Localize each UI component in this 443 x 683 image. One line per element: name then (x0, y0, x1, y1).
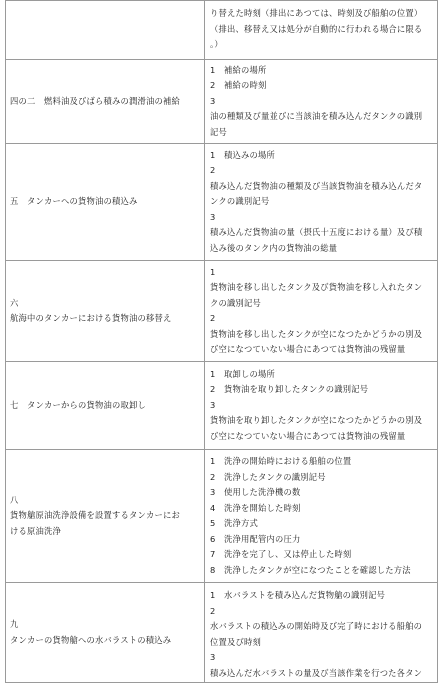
detail-line: 1 補給の場所 (210, 64, 267, 75)
detail-line: 水バラストの積込みの開始時及び完了時における船舶の (210, 621, 423, 631)
detail-line: 貨物油を移し出したタンクが空になつたかどうかの別及 (210, 328, 423, 339)
details-cell (205, 583, 438, 683)
detail-line: 3 (210, 211, 216, 222)
item-label: 五 タンカーへの貨物油の積込み (10, 196, 138, 207)
item-label: 七 タンカーからの貨物油の取卸し (10, 399, 146, 410)
detail-line: 油の種類及び量並びに当該油を積み込んだタンクの識別 (210, 111, 423, 122)
detail-line: 積み込んだ貨物油の種類及び当該貨物油を積み込んだタ (210, 180, 423, 191)
detail-line: （排出、移替え又は処分が自動的に行われる場合に限る (210, 23, 423, 34)
item-label: 八 (10, 494, 19, 505)
item-cell (6, 1, 205, 60)
item-label: 四の二 燃料油及びばら積みの潤滑油の補給 (10, 95, 180, 106)
item-cell (6, 144, 205, 261)
detail-line: 1 積込みの場所 (210, 149, 275, 160)
detail-line: 積み込んだ貨物油の量（摂氏十五度における量）及び積 (210, 227, 423, 238)
item-label: ける原油洗浄 (10, 525, 61, 536)
table-row (6, 450, 438, 583)
detail-line: 1 (210, 266, 216, 277)
detail-line: 積み込んだ水バラストの量及び当該作業を行つた各タン (210, 667, 423, 678)
detail-line: 3 (210, 652, 216, 662)
item-label: 貨物艙原油洗浄設備を設置するタンカーにお (10, 510, 180, 521)
detail-line: 3 使用した洗浄機の数 (210, 487, 301, 497)
detail-line: 3 (210, 95, 216, 106)
detail-line: 2 (210, 165, 216, 176)
detail-line: 7 洗浄を完了し、又は停止した時刻 (210, 549, 352, 559)
detail-line: 5 洗浄方式 (210, 518, 258, 528)
detail-line: 2 補給の時刻 (210, 80, 267, 91)
details-cell (205, 144, 438, 261)
detail-line: 1 水バラストを積み込んだ貨物艙の識別記号 (210, 590, 386, 600)
detail-line: ンクの識別記号 (210, 196, 270, 207)
detail-line: 2 (210, 313, 216, 323)
detail-line: 記号 (210, 126, 227, 137)
details-cell (205, 1, 438, 60)
item-cell (6, 60, 205, 144)
detail-line: 1 洗浄の開始時における船舶の位置 (210, 456, 352, 466)
detail-line: 6 洗浄用配管内の圧力 (210, 533, 301, 544)
table-row (6, 144, 438, 261)
regulation-table (5, 0, 438, 683)
table-row (6, 583, 438, 683)
item-label: 六 (10, 297, 19, 308)
detail-line: クの識別記号 (210, 297, 261, 308)
details-cell (205, 60, 438, 144)
table-row (6, 1, 438, 60)
detail-line: 貨物油を取り卸したタンクが空になつたかどうかの別及 (210, 415, 423, 426)
detail-line: 。） (210, 39, 223, 49)
item-cell (6, 583, 205, 683)
table-row (6, 261, 438, 362)
detail-line: 込み後のタンク内の貨物油の総量 (210, 242, 338, 253)
detail-line: 1 取卸しの場所 (210, 368, 275, 379)
detail-line: 3 (210, 399, 216, 410)
detail-line: 8 洗浄したタンクが空になつたことを確認した方法 (210, 564, 411, 575)
details-cell (205, 362, 438, 450)
item-cell (6, 362, 205, 450)
details-cell (205, 261, 438, 362)
detail-line: 2 貨物油を取り卸したタンクの識別記号 (210, 384, 369, 395)
item-cell (6, 450, 205, 583)
detail-line: 貨物油を移し出したタンク及び貨物油を移し入れたタン (210, 282, 423, 292)
table-row (6, 60, 438, 144)
detail-line: 2 (210, 605, 216, 616)
item-label: 九 (10, 619, 19, 629)
detail-line: 位置及び時刻 (210, 636, 261, 647)
item-label: 航海中のタンカーにおける貨物油の移替え (10, 313, 172, 323)
table-row (6, 362, 438, 450)
detail-line: 4 洗浄を開始した時刻 (210, 502, 301, 513)
detail-line: 2 洗浄したタンクの識別記号 (210, 471, 326, 482)
detail-line: び空になつていない場合にあつては貨物油の残留量 (210, 430, 406, 441)
detail-line: り替えた時刻（排出にあつては、時刻及び船舶の位置） (210, 8, 423, 18)
item-label: タンカーの貨物艙への水バラストの積込み (10, 634, 172, 645)
detail-line: び空になつていない場合にあつては貨物油の残留量 (210, 344, 406, 354)
item-cell (6, 261, 205, 362)
details-cell (205, 450, 438, 583)
